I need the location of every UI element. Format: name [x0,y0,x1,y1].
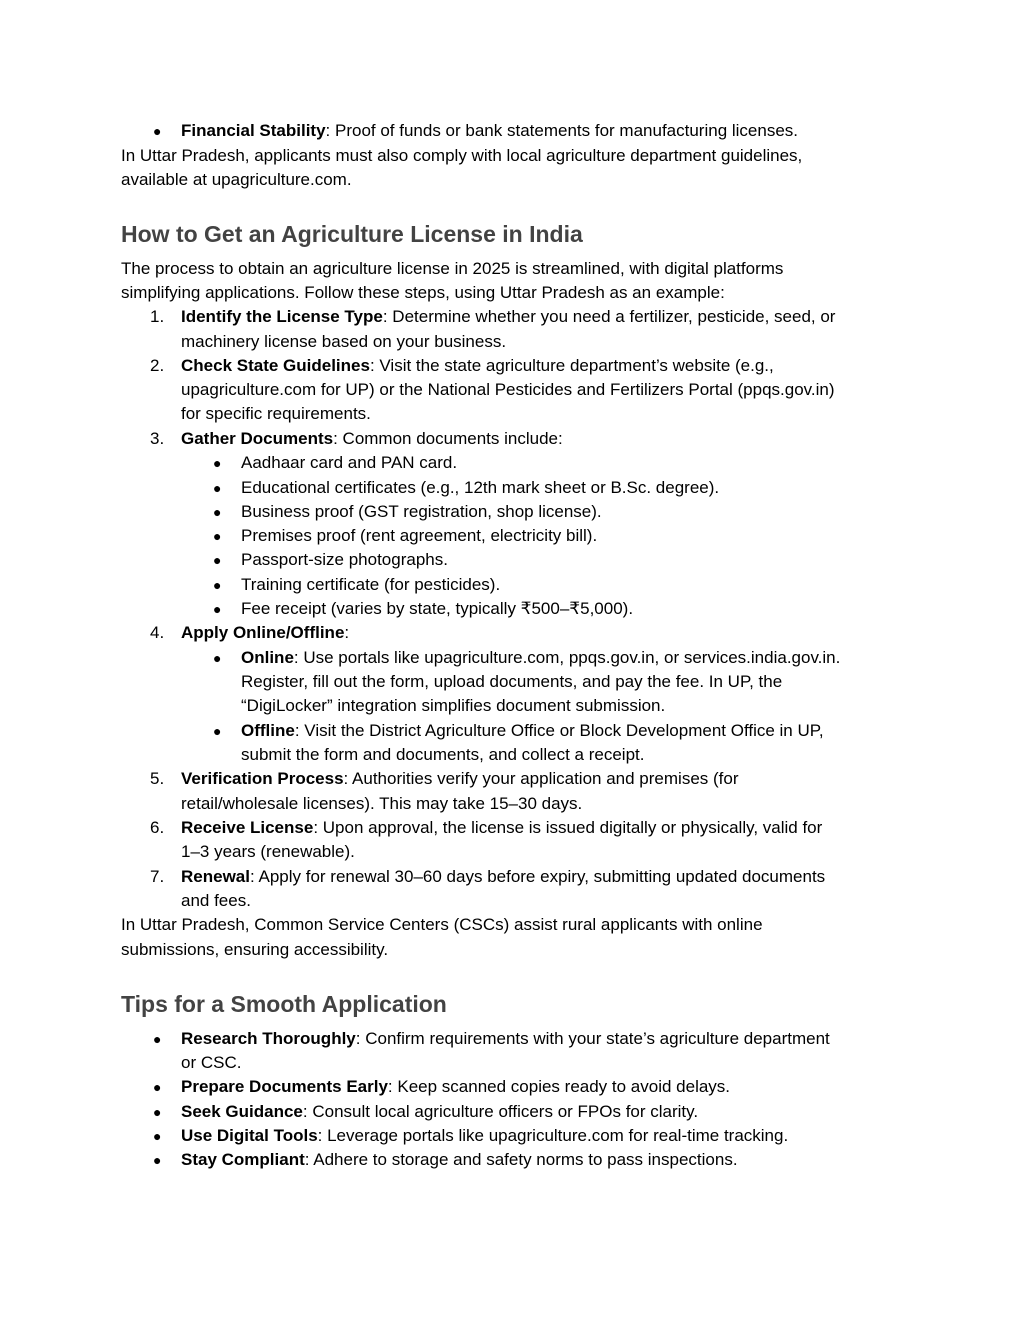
tip-title: Prepare Documents Early [181,1077,388,1096]
paragraph-line: available at upagriculture.com. [121,170,352,189]
step-text: : [344,623,350,642]
item-text-line: submit the form and documents, and collect a receipt. [241,745,645,764]
tip-text-line: or CSC. [181,1053,242,1072]
bullet-icon: ● [213,650,222,666]
tip-item [181,1075,730,1099]
step-text-line: for specific requirements. [181,404,371,423]
step-title: Gather Documents [181,429,334,448]
step-item [181,767,739,791]
item-title: Online [241,648,294,667]
step-item [181,621,349,645]
tip-item [181,1100,698,1124]
step-number: 7. [150,867,165,886]
step-text: : Determine whether you need a fertilizer, pesticide, seed, or [382,307,836,326]
bullet-icon: ● [213,601,222,617]
item-title: Financial Stability [181,121,326,140]
tip-title: Seek Guidance [181,1102,303,1121]
step-title: Verification Process [181,769,344,788]
item-text: : Proof of funds or bank statements for manufacturing licenses. [325,121,799,140]
step-text: : Visit the state agriculture department’s website (e.g., [369,356,774,375]
step-title: Identify the License Type [181,307,383,326]
paragraph-line: The process to obtain an agriculture license in 2025 is streamlined, with digital platforms [121,259,784,278]
step-number: 1. [150,307,165,326]
bullet-icon: ● [213,455,222,471]
tip-item [181,1027,830,1051]
tip-text: : Leverage portals like upagriculture.com for real-time tracking. [317,1126,789,1145]
tip-text: : Keep scanned copies ready to avoid delays. [387,1077,731,1096]
paragraph-line: In Uttar Pradesh, applicants must also comply with local agriculture department guidelines, [121,146,803,165]
step-title: Apply Online/Offline [181,623,345,642]
step-text-line: 1–3 years (renewable). [181,842,355,861]
document-list-item: Training certificate (for pesticides). [241,575,501,594]
bullet-icon: ● [213,504,222,520]
bullet-icon: ● [213,577,222,593]
bullet-icon: ● [213,723,222,739]
paragraph-line: simplifying applications. Follow these steps, using Uttar Pradesh as an example: [121,283,725,302]
tip-text: : Adhere to storage and safety norms to pass inspections. [304,1150,738,1169]
step-number: 3. [150,429,165,448]
tip-title: Use Digital Tools [181,1126,318,1145]
bullet-icon: ● [153,1152,162,1168]
document-list-item: Passport-size photographs. [241,550,448,569]
step-title: Receive License [181,818,314,837]
item-text-line: Register, fill out the form, upload documents, and pay the fee. In UP, the [241,672,783,691]
tip-item [181,1124,788,1148]
bullet-icon: ● [153,1104,162,1120]
bullet-icon: ● [153,1128,162,1144]
step-number: 2. [150,356,165,375]
step-number: 5. [150,769,165,788]
section-heading: How to Get an Agriculture License in India [121,221,583,247]
step-item [181,816,822,840]
bullet-icon: ● [153,1079,162,1095]
item-text: : Visit the District Agriculture Office or Block Development Office in UP, [294,721,824,740]
tip-text: : Confirm requirements with your state’s agriculture department [355,1029,830,1048]
document-list-item: Aadhaar card and PAN card. [241,453,458,472]
tip-text: : Consult local agriculture officers or FPOs for clarity. [302,1102,699,1121]
bullet-icon: ● [213,528,222,544]
step-number: 4. [150,623,165,642]
financial-stability-item [181,119,798,143]
step-item [181,305,835,329]
step-title: Check State Guidelines [181,356,370,375]
bullet-icon: ● [153,123,162,139]
step-text: : Authorities verify your application and premises (for [343,769,739,788]
item-title: Offline [241,721,295,740]
tip-item [181,1148,738,1172]
bullet-icon: ● [153,1031,162,1047]
document-list-item: Fee receipt (varies by state, typically ₹500–₹5,000). [241,599,634,618]
tip-title: Research Thoroughly [181,1029,356,1048]
bullet-icon: ● [213,552,222,568]
document-list-item: Business proof (GST registration, shop license). [241,502,602,521]
apply-online-item [241,646,840,670]
step-text-line: machinery license based on your business. [181,332,507,351]
paragraph-line: In Uttar Pradesh, Common Service Centers (CSCs) assist rural applicants with online [121,915,763,934]
apply-offline-item [241,719,824,743]
step-item [181,427,563,451]
step-text: : Common documents include: [333,429,563,448]
step-title: Renewal [181,867,250,886]
item-text: : Use portals like upagriculture.com, ppqs.gov.in, or services.india.gov.in. [293,648,841,667]
item-text-line: “DigiLocker” integration simplifies document submission. [241,696,666,715]
step-text-line: retail/wholesale licenses). This may take 15–30 days. [181,794,583,813]
paragraph-line: submissions, ensuring accessibility. [121,940,389,959]
step-item [181,865,825,889]
tip-title: Stay Compliant [181,1150,305,1169]
section-heading: Tips for a Smooth Application [121,991,447,1017]
step-number: 6. [150,818,165,837]
bullet-icon: ● [213,480,222,496]
step-item [181,354,774,378]
step-text: : Upon approval, the license is issued digitally or physically, valid for [313,818,823,837]
step-text: : Apply for renewal 30–60 days before expiry, submitting updated documents [249,867,826,886]
document-list-item: Educational certificates (e.g., 12th mark sheet or B.Sc. degree). [241,478,720,497]
document-list-item: Premises proof (rent agreement, electricity bill). [241,526,598,545]
step-text-line: and fees. [181,891,251,910]
step-text-line: upagriculture.com for UP) or the National Pesticides and Fertilizers Portal (ppqs.gov.in) [181,380,835,399]
